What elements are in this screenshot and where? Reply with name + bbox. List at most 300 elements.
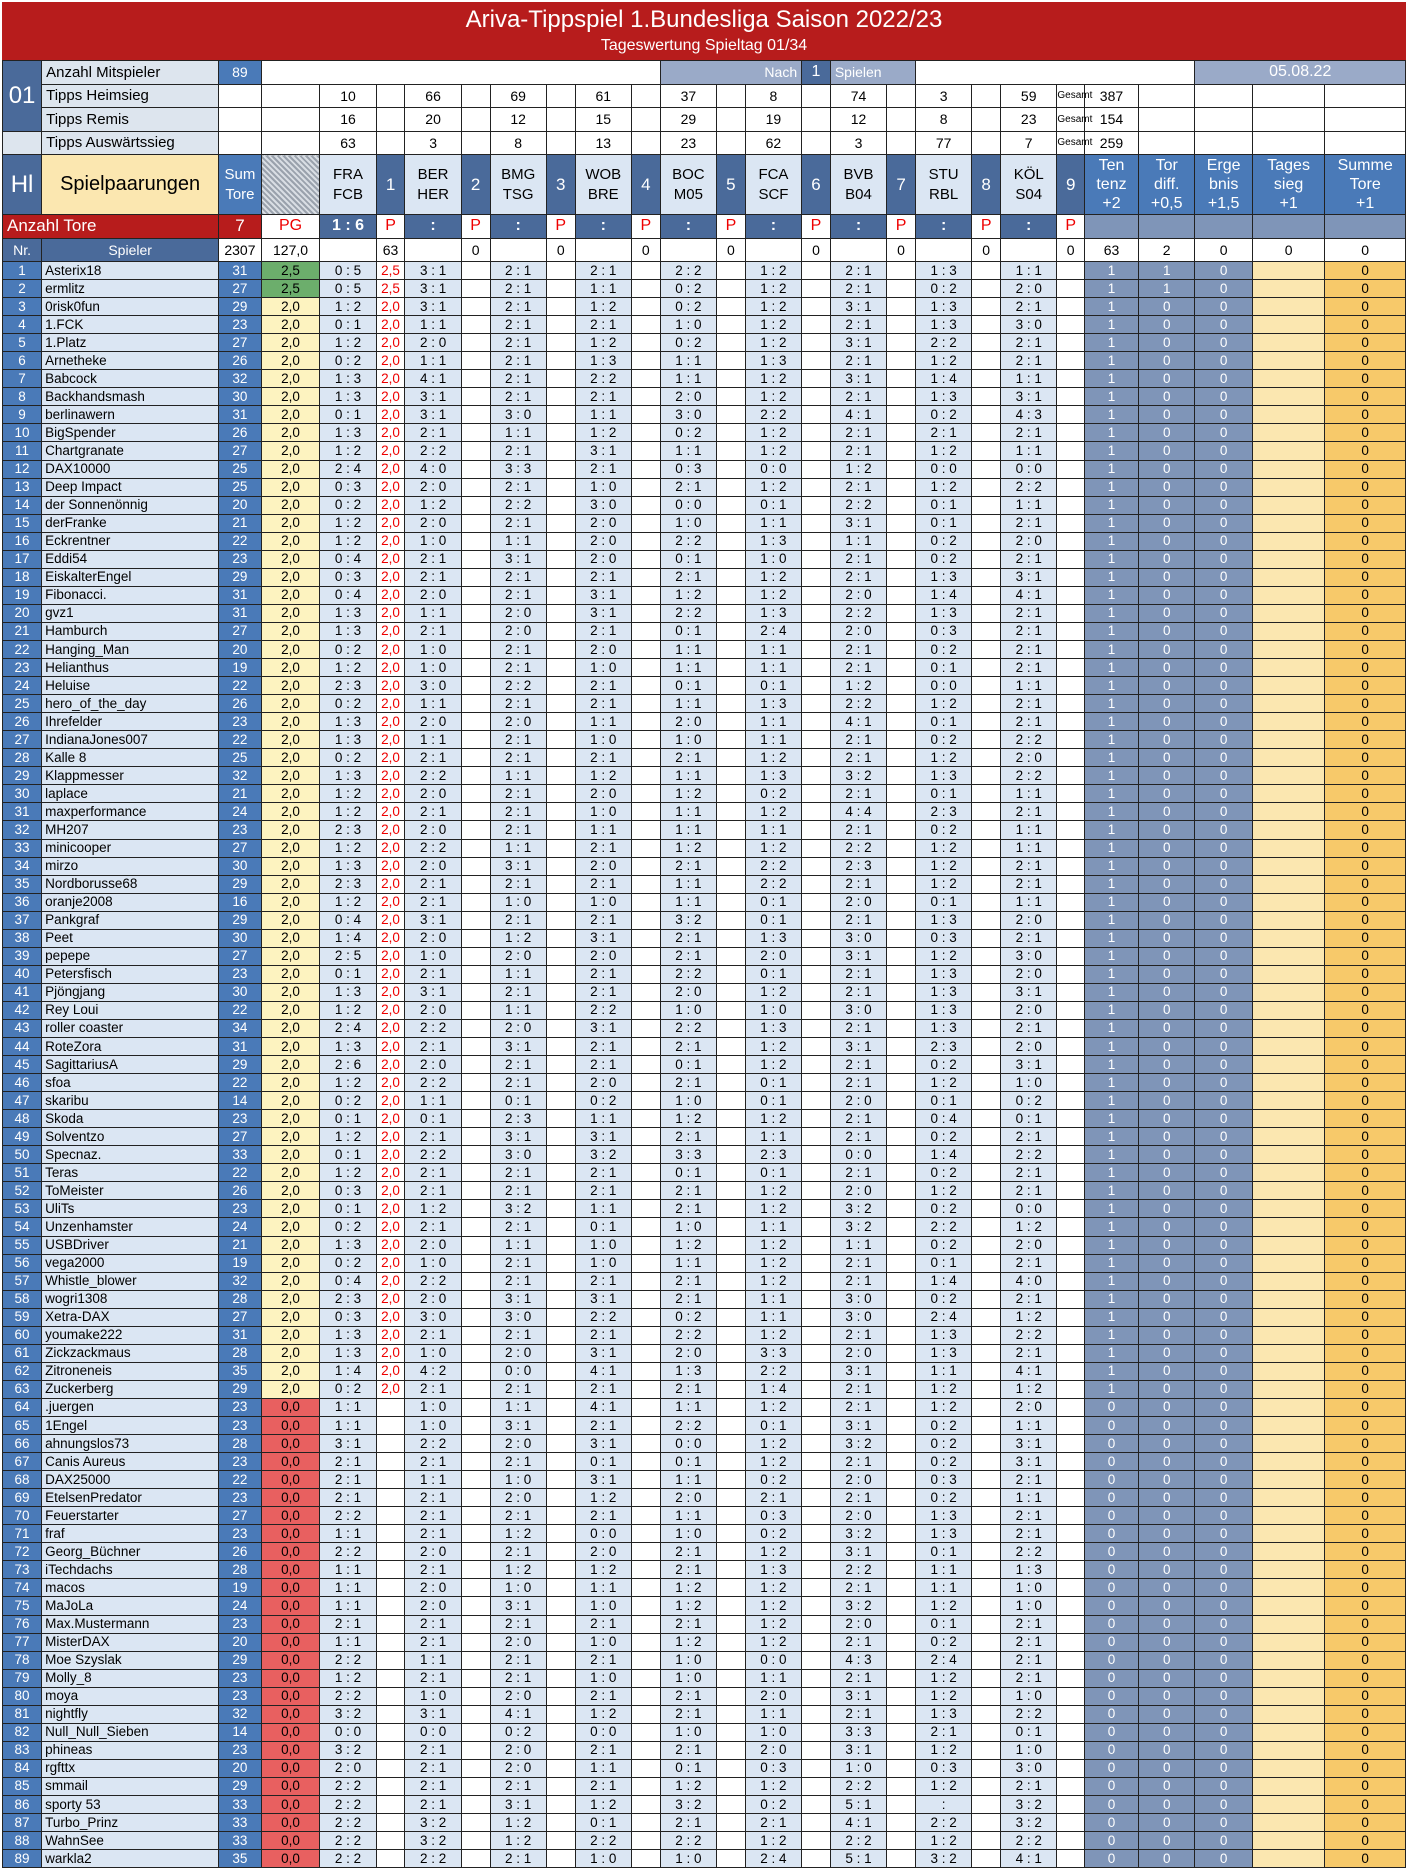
spacer — [660, 238, 716, 262]
player-points: 2,0 — [376, 496, 405, 514]
player-tipp: 1 : 0 — [575, 1236, 631, 1254]
table-row — [3, 1236, 1406, 1254]
player-tipp: 2 : 2 — [320, 1777, 376, 1795]
bonus-ergebnis: 0 — [1195, 1326, 1252, 1344]
spacer — [261, 84, 320, 108]
player-tipp: 3 : 2 — [830, 1597, 886, 1615]
bonus-tagessieg — [1252, 478, 1324, 496]
player-points — [972, 1182, 1001, 1200]
player-points — [802, 1832, 831, 1850]
player-points — [631, 1272, 660, 1290]
player-tipp: 2 : 2 — [745, 875, 801, 893]
player-tipp: 0 : 2 — [745, 1795, 801, 1813]
player-points — [631, 893, 660, 911]
player-tipp: 4 : 3 — [1001, 406, 1057, 424]
player-points: 2,0 — [376, 640, 405, 658]
player-points — [717, 460, 746, 478]
player-tipp: 1 : 1 — [490, 1001, 546, 1019]
player-points — [461, 821, 490, 839]
bonus-ergebnis: 0 — [1195, 1398, 1252, 1416]
match-8-teams: STU RBL — [915, 155, 971, 215]
points-label: P — [972, 215, 1001, 239]
bonus-tendenz: 1 — [1084, 1146, 1138, 1164]
player-tipp: : — [915, 1795, 971, 1813]
bonus-tendenz: 1 — [1084, 496, 1138, 514]
player-name: skaribu — [42, 1092, 219, 1110]
bonus-tordiff: 0 — [1139, 1705, 1195, 1723]
player-tipp: 3 : 1 — [1001, 568, 1057, 586]
player-name: SagittariusA — [42, 1056, 219, 1074]
player-tipp: 0 : 1 — [320, 316, 376, 334]
player-tipp: 3 : 1 — [1001, 1435, 1057, 1453]
player-points — [461, 640, 490, 658]
player-tipp: 1 : 1 — [915, 1579, 971, 1597]
player-points — [802, 1741, 831, 1759]
player-tipp: 1 : 2 — [320, 659, 376, 677]
player-name: sfoa — [42, 1074, 219, 1092]
player-points — [376, 1453, 405, 1471]
player-points — [546, 1019, 575, 1037]
player-tipp: 3 : 0 — [660, 406, 716, 424]
player-tipp: 3 : 1 — [490, 550, 546, 568]
player-tipp: 2 : 1 — [405, 1633, 461, 1651]
player-points: 2,0 — [376, 965, 405, 983]
player-points — [631, 1308, 660, 1326]
player-tipp: 2 : 1 — [405, 568, 461, 586]
bonus-header-2: Erge bnis +1,5 — [1195, 155, 1252, 215]
player-points — [631, 659, 660, 677]
player-tipp: 1 : 2 — [745, 298, 801, 316]
table-row — [3, 280, 1406, 298]
points-label: P — [717, 215, 746, 239]
player-points — [546, 1200, 575, 1218]
player-points — [376, 1832, 405, 1850]
bonus-ergebnis: 0 — [1195, 1759, 1252, 1777]
player-points — [1057, 496, 1085, 514]
player-points — [887, 586, 916, 604]
player-points — [972, 893, 1001, 911]
player-tipp: 1 : 2 — [660, 1777, 716, 1795]
player-pg: 2,0 — [261, 298, 320, 316]
player-points — [1057, 695, 1085, 713]
player-tipp: 2 : 1 — [320, 1471, 376, 1489]
player-tipp: 3 : 1 — [575, 442, 631, 460]
bonus-tendenz: 1 — [1084, 370, 1138, 388]
player-sum-tore: 24 — [219, 1597, 262, 1615]
spacer — [320, 238, 376, 262]
bonus-tordiff: 0 — [1139, 929, 1195, 947]
spacer — [1325, 84, 1406, 108]
bonus-tagessieg — [1252, 857, 1324, 875]
player-points — [717, 677, 746, 695]
player-points — [972, 1236, 1001, 1254]
player-tipp: 2 : 1 — [830, 1489, 886, 1507]
player-points — [461, 532, 490, 550]
match-2-number: 2 — [461, 155, 490, 215]
player-tipp: 2 : 2 — [405, 1850, 461, 1868]
bonus-ergebnis: 0 — [1195, 1001, 1252, 1019]
player-points — [546, 1579, 575, 1597]
nach-label: Nach — [660, 61, 801, 85]
bonus-ergebnis: 0 — [1195, 1200, 1252, 1218]
player-points — [972, 316, 1001, 334]
player-tipp: 2 : 1 — [660, 1074, 716, 1092]
bonus-summe-tore: 0 — [1325, 1128, 1406, 1146]
player-points — [972, 767, 1001, 785]
player-tipp: 0 : 1 — [745, 1417, 801, 1435]
player-tipp: 3 : 1 — [405, 280, 461, 298]
player-points — [887, 1182, 916, 1200]
player-pg: 0,0 — [261, 1814, 320, 1832]
player-tipp: 2 : 0 — [405, 1597, 461, 1615]
result-1: 1 : 6 — [320, 215, 376, 239]
player-tipp: 1 : 0 — [660, 1525, 716, 1543]
player-tipp: 2 : 1 — [830, 983, 886, 1001]
player-tipp: 1 : 0 — [1001, 1597, 1057, 1615]
player-tipp: 2 : 0 — [405, 514, 461, 532]
player-tipp: 2 : 1 — [405, 1453, 461, 1471]
player-nr: 16 — [3, 532, 42, 550]
player-pg: 2,0 — [261, 767, 320, 785]
player-tipp: 2 : 1 — [490, 1254, 546, 1272]
bonus-tendenz: 1 — [1084, 1272, 1138, 1290]
bonus-summe-tore: 0 — [1325, 1146, 1406, 1164]
player-points — [802, 1777, 831, 1795]
player-tipp: 1 : 2 — [660, 1236, 716, 1254]
player-tipp: 2 : 1 — [575, 1417, 631, 1435]
player-points — [887, 1164, 916, 1182]
player-nr: 89 — [3, 1850, 42, 1868]
player-points: 2,0 — [376, 1056, 405, 1074]
player-tipp: 1 : 2 — [915, 1597, 971, 1615]
player-points — [717, 496, 746, 514]
player-points — [546, 1723, 575, 1741]
player-tipp: 1 : 4 — [320, 929, 376, 947]
player-points — [717, 767, 746, 785]
player-points — [631, 983, 660, 1001]
player-sum-tore: 27 — [219, 334, 262, 352]
player-tipp: 1 : 2 — [915, 1669, 971, 1687]
tipp-count: 13 — [575, 131, 631, 155]
player-pg: 2,0 — [261, 713, 320, 731]
player-points — [461, 370, 490, 388]
player-tipp: 2 : 1 — [575, 316, 631, 334]
player-points — [887, 1308, 916, 1326]
player-tipp: 0 : 3 — [320, 568, 376, 586]
player-tipp: 2 : 0 — [1001, 965, 1057, 983]
table-row — [3, 406, 1406, 424]
player-points — [972, 965, 1001, 983]
player-points — [802, 965, 831, 983]
player-name: Klappmesser — [42, 767, 219, 785]
bonus-ergebnis: 0 — [1195, 1038, 1252, 1056]
player-points — [376, 1579, 405, 1597]
match-1-number: 1 — [376, 155, 405, 215]
player-tipp: 1 : 3 — [320, 604, 376, 622]
spacer — [1195, 131, 1252, 155]
player-tipp: 1 : 3 — [660, 1362, 716, 1380]
player-points — [631, 857, 660, 875]
player-points — [887, 280, 916, 298]
player-points — [1057, 532, 1085, 550]
spacer — [1325, 131, 1406, 155]
player-tipp: 2 : 2 — [575, 1832, 631, 1850]
bonus-tendenz: 1 — [1084, 460, 1138, 478]
player-points — [376, 1615, 405, 1633]
bonus-ergebnis: 0 — [1195, 1417, 1252, 1435]
tipp-count: 59 — [1001, 84, 1057, 108]
player-tipp: 1 : 2 — [915, 1687, 971, 1705]
player-points — [546, 731, 575, 749]
player-points — [802, 695, 831, 713]
player-points: 2,0 — [376, 334, 405, 352]
player-points — [1057, 1597, 1085, 1615]
player-tipp: 2 : 1 — [830, 875, 886, 893]
player-sum-tore: 24 — [219, 1218, 262, 1236]
bonus-ergebnis: 0 — [1195, 352, 1252, 370]
player-sum-tore: 23 — [219, 1453, 262, 1471]
bonus-summe-tore: 0 — [1325, 1453, 1406, 1471]
player-points — [631, 749, 660, 767]
player-name: phineas — [42, 1741, 219, 1759]
player-tipp: 0 : 1 — [660, 1453, 716, 1471]
bonus-tagessieg — [1252, 1453, 1324, 1471]
player-tipp: 2 : 1 — [490, 1074, 546, 1092]
player-tipp: 1 : 3 — [745, 695, 801, 713]
player-tipp: 1 : 0 — [1001, 1074, 1057, 1092]
player-tipp: 3 : 2 — [660, 1795, 716, 1813]
player-tipp: 0 : 3 — [660, 460, 716, 478]
player-nr: 33 — [3, 839, 42, 857]
player-tipp: 2 : 0 — [405, 1236, 461, 1254]
player-points — [717, 1362, 746, 1380]
player-points — [461, 1308, 490, 1326]
player-points: 2,0 — [376, 767, 405, 785]
player-points — [887, 604, 916, 622]
player-points — [461, 1597, 490, 1615]
bonus-tordiff: 0 — [1139, 713, 1195, 731]
player-points — [802, 1326, 831, 1344]
player-points — [802, 875, 831, 893]
bonus-tagessieg — [1252, 1525, 1324, 1543]
player-points — [631, 496, 660, 514]
player-sum-tore: 32 — [219, 767, 262, 785]
player-tipp: 1 : 2 — [745, 1435, 801, 1453]
player-points — [802, 821, 831, 839]
player-sum-tore: 22 — [219, 1074, 262, 1092]
bonus-tordiff: 0 — [1139, 1362, 1195, 1380]
bonus-ergebnis: 0 — [1195, 496, 1252, 514]
player-tipp: 0 : 0 — [575, 1525, 631, 1543]
player-points — [546, 1254, 575, 1272]
bonus-tendenz: 0 — [1084, 1850, 1138, 1868]
player-tipp: 1 : 0 — [490, 893, 546, 911]
player-tipp: 0 : 0 — [1001, 1200, 1057, 1218]
player-name: Asterix18 — [42, 262, 219, 280]
player-tipp: 2 : 1 — [1001, 857, 1057, 875]
bonus-tagessieg — [1252, 1759, 1324, 1777]
bonus-tordiff: 0 — [1139, 1182, 1195, 1200]
player-points — [802, 731, 831, 749]
player-points — [461, 1759, 490, 1777]
bonus-ergebnis: 0 — [1195, 370, 1252, 388]
player-points: 2,0 — [376, 316, 405, 334]
player-tipp: 1 : 1 — [1001, 1417, 1057, 1435]
player-tipp: 1 : 3 — [1001, 1561, 1057, 1579]
player-tipp: 1 : 2 — [745, 1272, 801, 1290]
player-tipp: 2 : 0 — [405, 713, 461, 731]
bonus-tagessieg — [1252, 370, 1324, 388]
spacer — [261, 131, 320, 155]
player-points — [631, 1380, 660, 1398]
player-tipp: 1 : 4 — [320, 1362, 376, 1380]
player-points — [887, 785, 916, 803]
player-tipp: 2 : 0 — [405, 821, 461, 839]
bonus-summe-tore: 0 — [1325, 1290, 1406, 1308]
player-tipp: 2 : 0 — [490, 1633, 546, 1651]
bonus-tendenz: 0 — [1084, 1814, 1138, 1832]
player-tipp: 1 : 0 — [575, 478, 631, 496]
bonus-tendenz: 1 — [1084, 262, 1138, 280]
player-tipp: 3 : 1 — [575, 586, 631, 604]
player-points — [972, 1525, 1001, 1543]
bonus-tordiff: 0 — [1139, 1633, 1195, 1651]
player-nr: 82 — [3, 1723, 42, 1741]
spacer — [1084, 215, 1138, 239]
player-points — [1057, 298, 1085, 316]
player-nr: 67 — [3, 1453, 42, 1471]
player-points: 2,0 — [376, 1074, 405, 1092]
player-tipp: 0 : 2 — [915, 280, 971, 298]
player-tipp: 3 : 2 — [320, 1741, 376, 1759]
player-tipp: 3 : 0 — [490, 406, 546, 424]
player-points — [972, 1092, 1001, 1110]
player-points — [1057, 1200, 1085, 1218]
player-sum-tore: 23 — [219, 1615, 262, 1633]
player-name: youmake222 — [42, 1326, 219, 1344]
player-nr: 87 — [3, 1814, 42, 1832]
player-points — [887, 947, 916, 965]
table-row — [3, 262, 1406, 280]
bonus-tordiff: 0 — [1139, 1814, 1195, 1832]
bonus-tagessieg — [1252, 442, 1324, 460]
player-tipp: 0 : 2 — [320, 1218, 376, 1236]
player-points — [631, 442, 660, 460]
player-points — [631, 803, 660, 821]
player-sum-tore: 25 — [219, 749, 262, 767]
player-tipp: 0 : 4 — [320, 550, 376, 568]
bonus-summe-tore: 0 — [1325, 1633, 1406, 1651]
player-points — [972, 550, 1001, 568]
player-points — [887, 316, 916, 334]
player-points: 2,0 — [376, 424, 405, 442]
bonus-ergebnis: 0 — [1195, 478, 1252, 496]
player-points — [972, 803, 1001, 821]
player-tipp: 0 : 2 — [915, 1200, 971, 1218]
table-row — [3, 893, 1406, 911]
player-sum-tore: 25 — [219, 478, 262, 496]
bonus-tendenz: 1 — [1084, 1164, 1138, 1182]
bonus-tendenz: 1 — [1084, 1001, 1138, 1019]
player-tipp: 1 : 0 — [830, 1759, 886, 1777]
bonus-tagessieg — [1252, 1110, 1324, 1128]
player-tipp: 3 : 1 — [1001, 388, 1057, 406]
spacer — [631, 84, 660, 108]
player-points — [887, 803, 916, 821]
player-tipp: 2 : 1 — [575, 1651, 631, 1669]
bonus-total: 2 — [1139, 238, 1195, 262]
bonus-tordiff: 0 — [1139, 1507, 1195, 1525]
bonus-tagessieg — [1252, 1543, 1324, 1561]
player-tipp: 1 : 1 — [1001, 370, 1057, 388]
player-points — [802, 514, 831, 532]
player-points — [972, 1254, 1001, 1272]
player-tipp: 2 : 1 — [575, 749, 631, 767]
result-4: : — [575, 215, 631, 239]
bonus-summe-tore: 0 — [1325, 695, 1406, 713]
player-points — [887, 1092, 916, 1110]
player-tipp: 1 : 0 — [575, 1633, 631, 1651]
player-name: Feuerstarter — [42, 1507, 219, 1525]
bonus-tendenz: 0 — [1084, 1832, 1138, 1850]
player-tipp: 0 : 1 — [1001, 1110, 1057, 1128]
player-tipp: 1 : 1 — [405, 695, 461, 713]
player-tipp: 0 : 2 — [320, 1380, 376, 1398]
player-name: Backhandsmash — [42, 388, 219, 406]
player-points — [717, 893, 746, 911]
gesamt-label: Gesamt — [1057, 84, 1085, 108]
spacer — [887, 84, 916, 108]
player-sum-tore: 32 — [219, 1705, 262, 1723]
player-tipp: 1 : 2 — [915, 1741, 971, 1759]
player-nr: 84 — [3, 1759, 42, 1777]
player-points — [887, 1705, 916, 1723]
player-points — [887, 424, 916, 442]
player-points — [717, 334, 746, 352]
player-points — [546, 1074, 575, 1092]
player-points — [631, 1056, 660, 1074]
player-tipp: 0 : 2 — [660, 280, 716, 298]
player-nr: 6 — [3, 352, 42, 370]
player-tipp: 2 : 0 — [830, 586, 886, 604]
player-points — [631, 1019, 660, 1037]
player-sum-tore: 28 — [219, 1290, 262, 1308]
spacer — [887, 131, 916, 155]
player-points — [802, 839, 831, 857]
player-tipp: 3 : 2 — [405, 1832, 461, 1850]
player-sum-tore: 33 — [219, 1832, 262, 1850]
player-tipp: 1 : 1 — [1001, 839, 1057, 857]
match-1-teams: FRA FCB — [320, 155, 376, 215]
player-tipp: 2 : 0 — [1001, 1001, 1057, 1019]
player-tipp: 2 : 1 — [830, 731, 886, 749]
player-points — [461, 1074, 490, 1092]
player-points — [802, 803, 831, 821]
player-nr: 3 — [3, 298, 42, 316]
player-tipp: 0 : 3 — [915, 1759, 971, 1777]
player-tipp: 2 : 1 — [490, 1164, 546, 1182]
player-tipp: 1 : 2 — [490, 1525, 546, 1543]
player-points — [802, 1453, 831, 1471]
bonus-tendenz: 0 — [1084, 1687, 1138, 1705]
player-tipp: 2 : 1 — [830, 1110, 886, 1128]
player-tipp: 2 : 0 — [490, 1741, 546, 1759]
bonus-tagessieg — [1252, 1182, 1324, 1200]
player-tipp: 1 : 1 — [745, 640, 801, 658]
player-name: Unzenhamster — [42, 1218, 219, 1236]
player-tipp: 2 : 2 — [1001, 767, 1057, 785]
player-tipp: 1 : 2 — [745, 1453, 801, 1471]
